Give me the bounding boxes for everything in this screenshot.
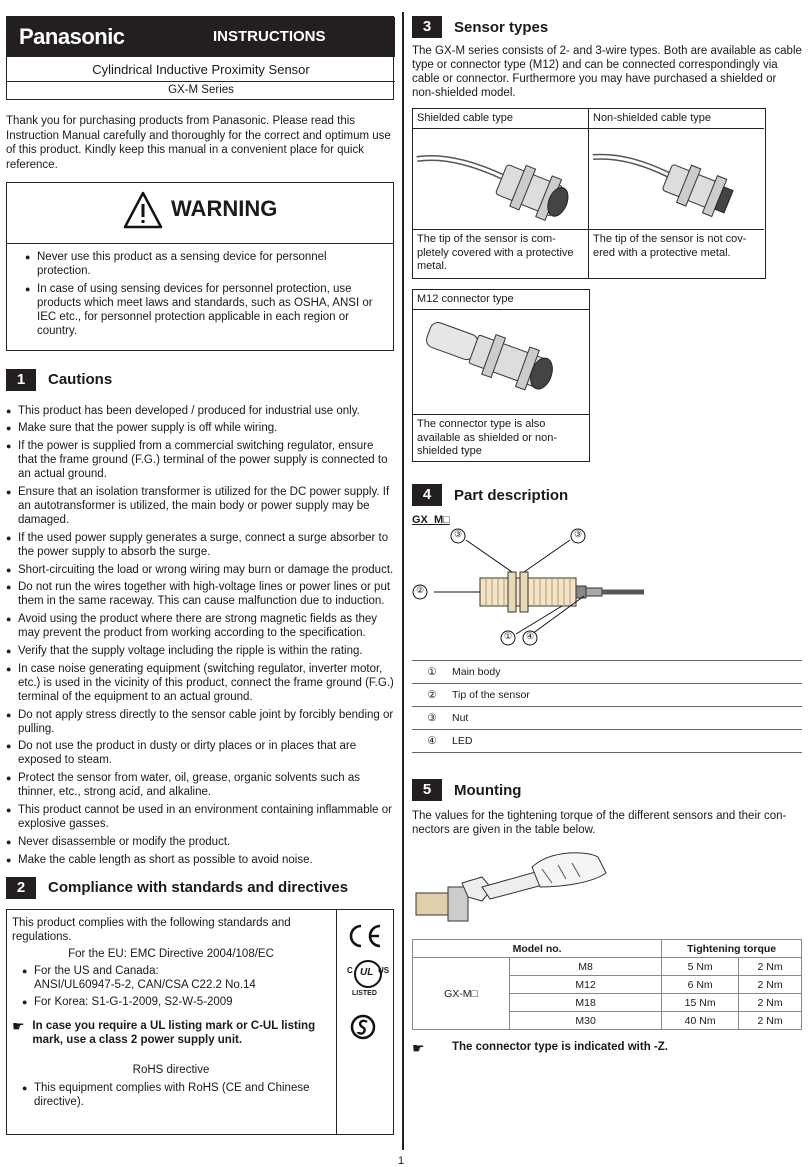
ul-note: ☛ In case you require a UL listing mark or C-UL listing mark, use a class 2 power supply unit. — [12, 1018, 316, 1047]
table-row: GX-M□ M8 5 Nm 2 Nm — [413, 958, 802, 976]
eu-directive: For the EU: EMC Directive 2004/108/EC — [68, 947, 274, 960]
sensor-types-table — [412, 108, 766, 279]
shielded-description: The tip of the sensor is com-pletely covered with a protective metal. — [417, 233, 574, 272]
section-heading-sensor-types — [412, 16, 802, 38]
list-item: ● Avoid using the product where there are strong magnetic fields as they may prevent the product from working according to the specification. — [6, 612, 394, 640]
list-item: ● If the power is supplied from a commercial switching regulator, ensure that the frame ground (F.G.) terminal of the power supply is connected to an actual ground. — [6, 439, 394, 481]
us-standards: ANSI/UL60947-5-2, CAN/CSA C22.2 No.14 — [34, 978, 256, 991]
list-item: ● Verify that the supply voltage including the ripple is within the rating. — [6, 644, 394, 658]
list-item: ● Do not apply stress directly to the sensor cable joint by forcibly bending or pulling. — [6, 708, 394, 736]
warning-triangle-icon — [123, 191, 163, 229]
list-item: ● Make the cable length as short as possible to avoid noise. — [6, 853, 394, 867]
list-item: ● Never use this product as a sensing device for personnel protection. — [25, 250, 383, 278]
brand-bar — [7, 17, 395, 57]
callout-3-left: ③ — [454, 529, 463, 539]
right-column — [412, 16, 802, 1057]
callout-4: ④ — [526, 631, 535, 641]
ce-mark-icon — [345, 922, 385, 950]
brand-logo: Panasonic — [19, 24, 125, 49]
nonshielded-label: Non-shielded cable type — [589, 109, 764, 129]
model-cell: GX-M□ — [413, 958, 510, 1030]
page-number: 1 — [398, 1155, 405, 1167]
section-title: Compliance with standards and directives — [48, 879, 349, 897]
table-row: ① Main body — [412, 661, 802, 684]
list-item: ● Protect the sensor from water, oil, grease, organic solvents such as thinner, etc., strong acid, and alkaline. — [6, 771, 394, 799]
list-item: ● In case noise generating equipment (switching regulator, inverter motor, etc.) is used in the vicinity of this product, connect the frame ground (F.G.) terminal of the equipment to an actual ground. — [6, 662, 394, 704]
list-item: ● For Korea: S1-G-1-2009, S2-W-5-2009 — [22, 995, 330, 1009]
table-row: ② Tip of the sensor — [412, 684, 802, 707]
section-heading-compliance — [6, 877, 394, 899]
section-heading-part-description — [412, 484, 802, 506]
list-item: ● Make sure that the power supply is off while wiring. — [6, 421, 394, 435]
list-item: ● Do not use the product in dusty or dirty places or in places that are exposed to steam. — [6, 739, 394, 767]
connector-sensor-illustration — [413, 310, 589, 415]
list-item: ● Do not run the wires together with high-voltage lines or power lines or put them in the same raceway. This can cause malfunction due to induction. — [6, 580, 394, 608]
callout-3-right: ③ — [574, 529, 583, 539]
pointing-hand-icon: ☛ — [12, 1018, 25, 1035]
section-number: 4 — [412, 484, 442, 506]
connector-note: ☛ The connector type is indicated with -Z. — [412, 1040, 668, 1056]
table-header-row: Model no. Tightening torque — [413, 940, 802, 958]
list-item — [22, 964, 330, 992]
nonshielded-sensor-illustration — [589, 129, 764, 230]
parts-table — [412, 660, 802, 753]
table-row: ③ Nut — [412, 707, 802, 730]
section-number: 1 — [6, 369, 36, 391]
section-heading-mounting — [412, 779, 802, 801]
series-name: GX-M Series — [168, 84, 234, 96]
section-number: 3 — [412, 16, 442, 38]
column-divider — [402, 12, 404, 1150]
pointing-hand-icon: ☛ — [412, 1040, 425, 1056]
sensor-types-intro: The GX-M series consists of 2- and 3-wire types. Both are available as cable type or connector type (M12) and can be connected correspondingly via cable or connector. Furthermore you may have purchased a shielded or non-shielded model. — [412, 45, 802, 99]
shielded-sensor-illustration — [413, 129, 588, 230]
list-item: ● This product cannot be used in an environment containing inflammable or explosive gasses. — [6, 803, 394, 831]
cautions-list — [6, 404, 394, 867]
shielded-label: Shielded cable type — [413, 109, 588, 129]
section-number: 2 — [6, 877, 36, 899]
callout-1: ① — [504, 631, 513, 641]
part-diagram — [412, 512, 802, 660]
list-item: ● This product has been developed / produced for industrial use only. — [6, 404, 394, 418]
table-row: M12 6 Nm 2 Nm — [413, 976, 802, 994]
section-title: Cautions — [48, 371, 113, 389]
table-row: M30 40 Nm 2 Nm — [413, 1012, 802, 1030]
warning-box — [6, 182, 394, 351]
korea-kc-mark-icon — [350, 1014, 376, 1040]
section-title: Mounting — [454, 781, 522, 799]
section-heading-cautions — [6, 369, 394, 391]
mounting-intro: The values for the tightening torque of the different sensors and their con-nectors are given in the table below. — [412, 810, 787, 836]
rohs-list — [22, 1081, 330, 1109]
document-header — [6, 16, 394, 100]
section-title: Part description — [454, 486, 569, 504]
callout-2: ② — [416, 585, 425, 595]
connector-type-cell — [412, 289, 590, 462]
nonshielded-cell — [589, 109, 764, 278]
model-code: GX_M□ — [412, 514, 450, 526]
product-name: Cylindrical Inductive Proximity Sensor — [92, 62, 310, 77]
table-row: M18 15 Nm 2 Nm — [413, 994, 802, 1012]
connector-description: The connector type is also available as shielded or non-shielded type — [417, 418, 558, 457]
compliance-box — [6, 909, 394, 1135]
list-item: ● In case of using sensing devices for personnel protection, use products which meet laws and standards, such as OSHA, ANSI or IEC etc., for personnel protection applicable in each region or country. — [25, 282, 383, 338]
standards-list — [22, 964, 330, 1010]
intro-paragraph: Thank you for purchasing products from Panasonic. Please read this Instruction Manual carefully and thoroughly for the correct and optimum use of this product. Kindly keep this manual in a convenient place for quick reference. — [6, 115, 391, 171]
connector-label: M12 connector type — [413, 290, 589, 310]
section-title: Sensor types — [454, 18, 549, 36]
warning-list — [7, 244, 393, 350]
nonshielded-description: The tip of the sensor is not cov-ered with a protective metal. — [593, 233, 747, 259]
shielded-cell — [413, 109, 589, 278]
doc-type-label: INSTRUCTIONS — [213, 28, 326, 45]
table-row: ④ LED — [412, 730, 802, 753]
torque-table — [412, 939, 802, 1030]
rohs-title: RoHS directive — [132, 1064, 210, 1077]
wrench-mounting-illustration — [412, 843, 612, 939]
compliance-intro: This product complies with the following standards and regulations. — [12, 916, 291, 943]
section-number: 5 — [412, 779, 442, 801]
us-label: For the US and Canada: — [34, 964, 159, 977]
list-item: ● Ensure that an isolation transformer is utilized for the DC power supply. If an autotransformer is utilized, the main body or power supply may be damaged. — [6, 485, 394, 527]
left-column — [6, 16, 394, 1135]
list-item: ● If the used power supply generates a surge, connect a surge absorber to the power supply to absorb the surge. — [6, 531, 394, 559]
cul-listed-mark-icon: C UL US LISTED — [345, 956, 391, 1008]
sensor-part-diagram — [412, 512, 802, 660]
list-item: ● Never disassemble or modify the product. — [6, 835, 394, 849]
list-item: ● Short-circuiting the load or wrong wiring may burn or damage the product. — [6, 563, 394, 577]
warning-title: WARNING — [171, 196, 278, 221]
list-item: ● This equipment complies with RoHS (CE and Chinese directive). — [22, 1081, 330, 1109]
